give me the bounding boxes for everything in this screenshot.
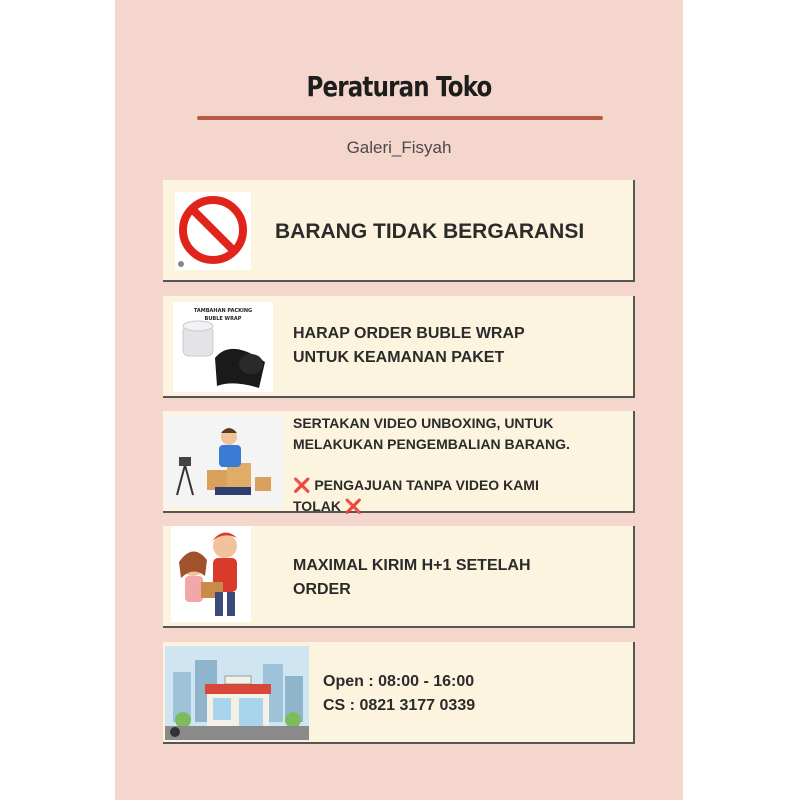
rule-text-video-line2: MELAKUKAN PENGEMBALIAN BARANG. (293, 436, 570, 452)
rule-card-bubble-wrap (163, 296, 635, 398)
rule-text-video-line1: SERTAKAN VIDEO UNBOXING, UNTUK (293, 415, 554, 431)
title-underline (197, 116, 603, 120)
poster-subtitle: Galeri_Fisyah (346, 138, 452, 157)
rule-text-shipping-line2: ORDER (293, 581, 351, 598)
rule-card-unboxing-video (163, 411, 635, 513)
rule-text-no-warranty: BARANG TIDAK BERGARANSI (275, 220, 585, 243)
storefront-illustration (165, 646, 309, 740)
rule-text-bubble-line1: HARAP ORDER BUBLE WRAP (293, 325, 525, 342)
unboxing-illustration (165, 415, 283, 507)
bubble-wrap-image (173, 302, 273, 392)
delivery-illustration (171, 526, 251, 622)
rule-text-shipping-line1: MAXIMAL KIRIM H+1 SETELAH (293, 557, 531, 574)
poster-title: Peraturan Toko (306, 70, 492, 103)
cross-mark-icon: ❌ (344, 498, 363, 514)
cross-mark-icon: ❌ (293, 477, 311, 493)
rule-text-bubble-line2: UNTUK KEAMANAN PAKET (293, 349, 505, 366)
prohibited-icon (175, 192, 251, 270)
rule-card-store-hours (163, 642, 635, 744)
bubble-caption-2: BUBLE WRAP (204, 316, 242, 322)
bubble-caption-1: TAMBAHAN PACKING (193, 308, 253, 314)
rule-text-video-line3: PENGAJUAN TANPA VIDEO KAMI (314, 477, 539, 493)
rules-poster (115, 0, 683, 800)
store-cs-phone: CS : 0821 3177 0339 (323, 697, 476, 714)
rule-card-shipping (163, 526, 635, 628)
rule-card-no-warranty (163, 180, 635, 282)
store-open-hours: Open : 08:00 - 16:00 (323, 673, 475, 690)
rule-text-video-line4: TOLAK (293, 498, 341, 514)
